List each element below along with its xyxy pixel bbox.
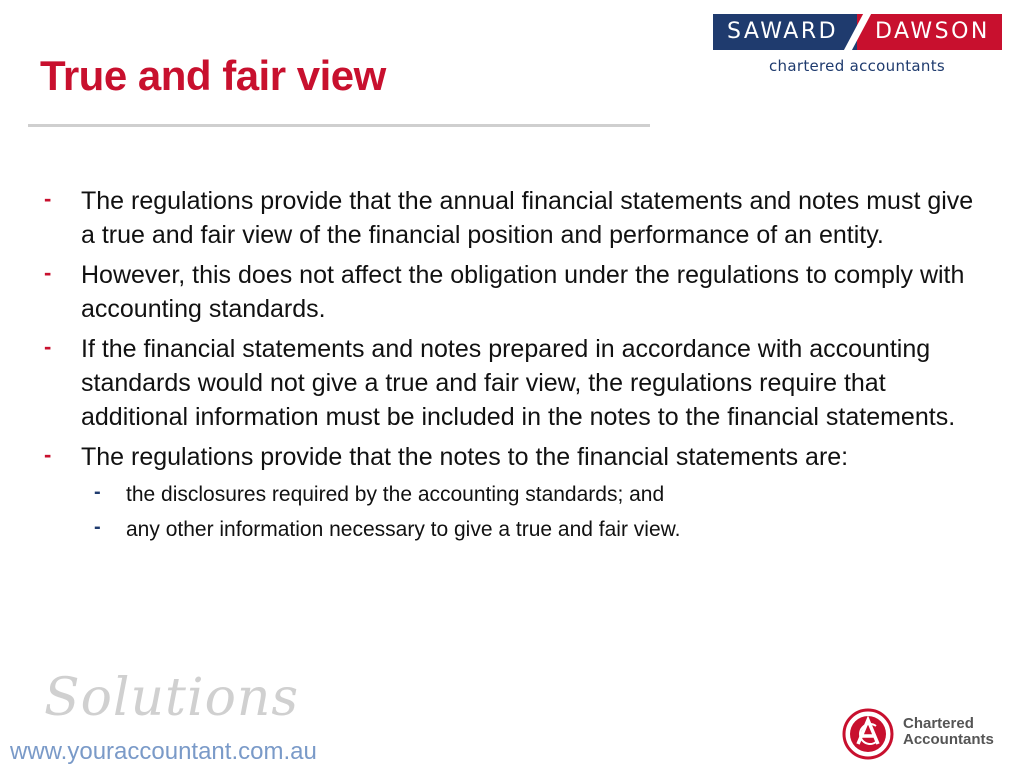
bullet-marker: - [44,186,52,211]
sub-bullet-text: the disclosures required by the accounting standards; and [126,483,665,506]
sub-bullet-text: any other information necessary to give a true and fair view. [126,518,681,541]
ca-line-1: Chartered [903,715,974,732]
saward-dawson-logo [713,14,1002,50]
chartered-accountants-icon [842,708,894,760]
slide-title: True and fair view [40,52,386,99]
bullet-marker: - [44,442,52,467]
bullet-marker: - [44,260,52,285]
bullet-item [40,184,980,252]
bullet-text: The regulations provide that the notes to the financial statements are: [81,443,849,471]
bullet-text: The regulations provide that the annual financial statements and notes must give a true and fair view of the financial position and performance of an entity. [81,187,974,249]
sub-bullet-marker: - [94,481,101,503]
logo-tagline: chartered accountants [769,57,946,75]
bullet-marker: - [44,334,52,359]
sub-bullet-marker: - [94,516,101,538]
bullet-text: However, this does not affect the obligation under the regulations to comply with accounting standards. [81,261,965,323]
bullet-item [40,440,980,474]
bullet-item [40,332,980,434]
sub-bullet-item [80,480,980,510]
bullet-item [40,258,980,326]
ca-line-2: Accountants [903,731,994,748]
logo-right-word: DAWSON [875,19,990,44]
title-divider [28,124,650,127]
sub-bullet-item [80,515,980,545]
footer-url-link[interactable]: www.youraccountant.com.au [10,738,317,765]
solutions-watermark: Solutions [44,668,300,728]
bullet-list [40,184,980,550]
ca-badge-text [903,716,994,748]
bullet-text: If the financial statements and notes prepared in accordance with accounting standards would not give a true and fair view, the regulations require that additional information must be included in the notes to the financial statements. [81,335,956,431]
logo-left-word: SAWARD [727,19,839,44]
